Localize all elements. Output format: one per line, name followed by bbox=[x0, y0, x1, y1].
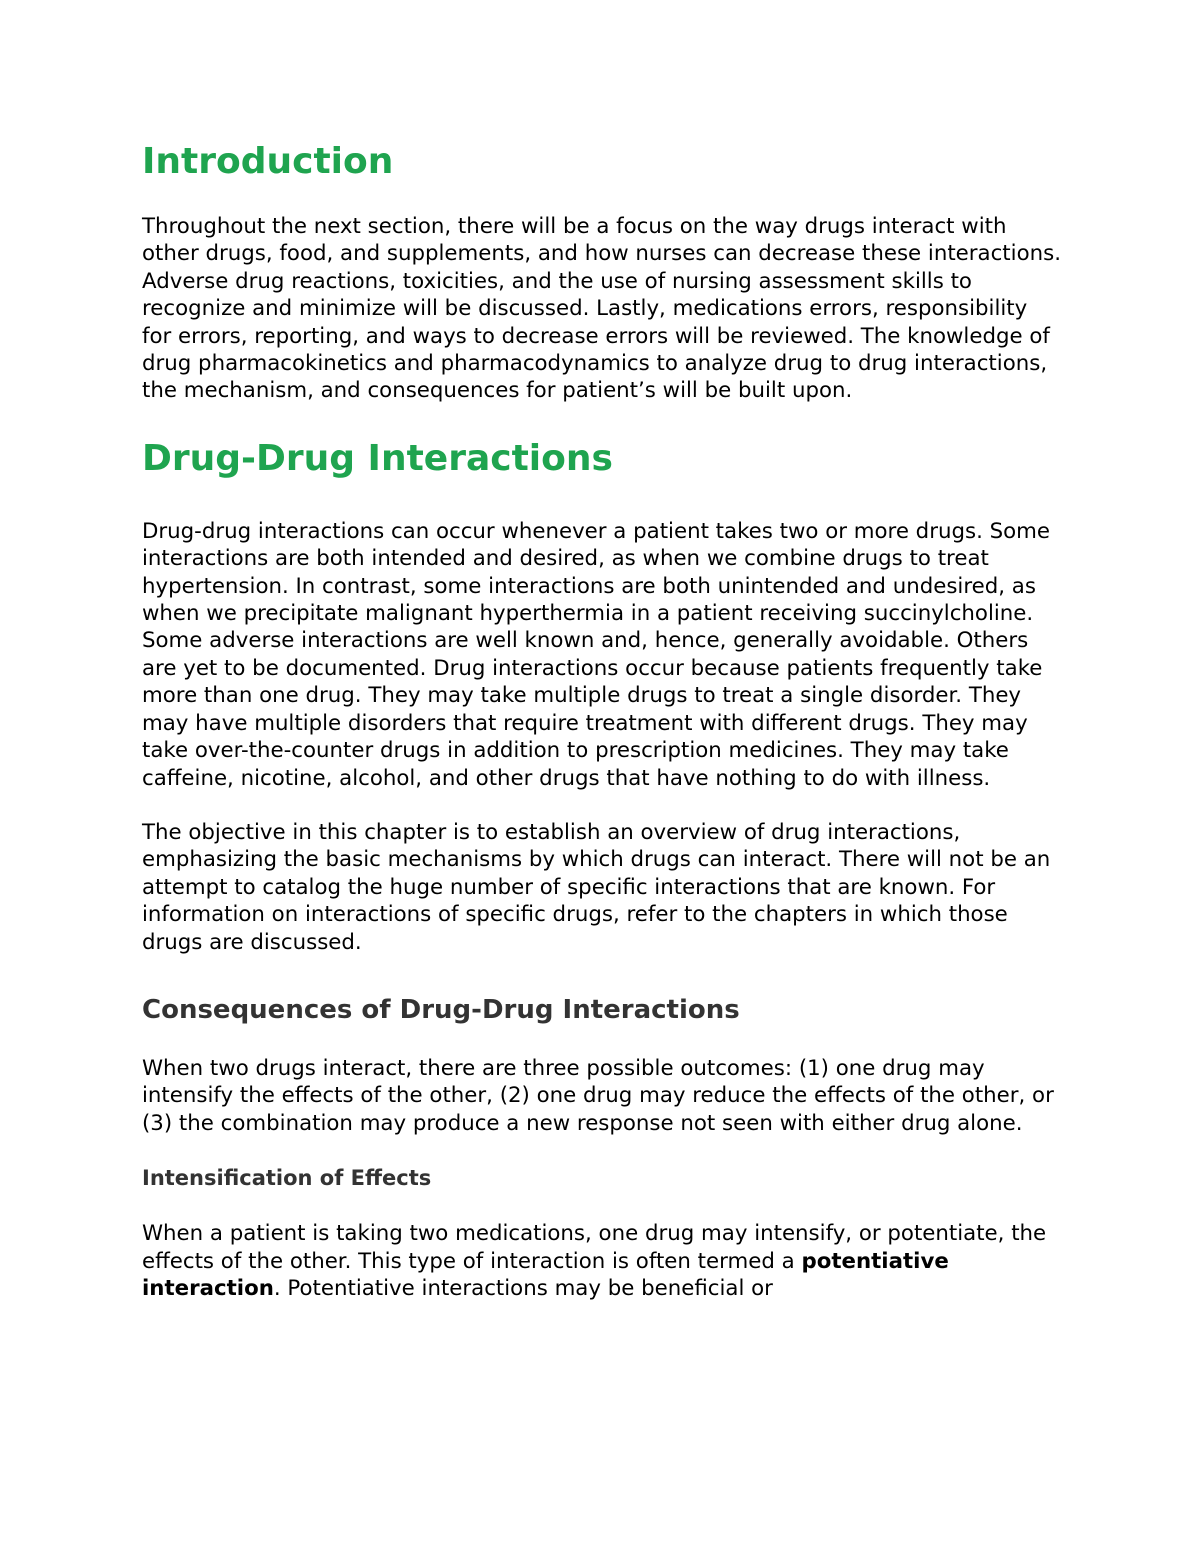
paragraph-intensification-text-end: . Potentiative interactions may be beneficial or bbox=[273, 1275, 773, 1301]
heading-introduction: Introduction bbox=[142, 141, 394, 182]
term-potentiative-interaction: potentiative interaction bbox=[142, 1248, 949, 1301]
paragraph-consequences: When two drugs interact, there are three possible outcomes: (1) one drug may intensify the effects of the other, (2) one drug may reduce the effects of the other, or (3) the combination may produce a new response not seen with either drug alone. bbox=[142, 1055, 1054, 1136]
paragraph-introduction: Throughout the next section, there will be a focus on the way drugs interact with other drugs, food, and supplements, and how nurses can decrease these interactions. Adverse drug reactions, toxicities, and the use of nursing assessment skills to recognize and minimize will be discussed. Lastly, medications errors, responsibility for errors, reporting, and ways to decrease errors will be reviewed. The knowledge of drug pharmacokinetics and pharmacodynamics to analyze drug to drug interactions, the mechanism, and consequences for patient’s will be built upon. bbox=[142, 214, 1061, 404]
paragraph-intensification bbox=[142, 1220, 1062, 1302]
heading-drug-drug-interactions: Drug-Drug Interactions bbox=[142, 437, 613, 479]
document-page bbox=[142, 138, 1062, 1302]
paragraph-intensification-text-start: When a patient is taking two medications, one drug may intensify, or potentiate, the effects of the other. This type of interaction is often termed a bbox=[142, 1221, 1047, 1274]
paragraph-drug-drug-interactions-2: The objective in this chapter is to establish an overview of drug interactions, emphasizing the basic mechanisms by which drugs can interact. There will not be an attempt to catalog the huge number of specific interactions that are known. For information on interactions of specific drugs, refer to the chapters in which those drugs are discussed. bbox=[142, 819, 1051, 955]
heading-consequences: Consequences of Drug-Drug Interactions bbox=[142, 994, 740, 1025]
heading-intensification-of-effects: Intensification of Effects bbox=[142, 1166, 432, 1191]
paragraph-drug-drug-interactions-1: Drug-drug interactions can occur whenever a patient takes two or more drugs. Some interactions are both intended and desired, as when we combine drugs to treat hypertension. In contrast, some interactions are both unintended and undesired, as when we precipitate malignant hyperthermia in a patient receiving succinylcholine. Some adverse interactions are well known and, hence, generally avoidable. Others are yet to be documented. Drug interactions occur because patients frequently take more than one drug. They may take multiple drugs to treat a single disorder. They may have multiple disorders that require treatment with different drugs. They may take over-the-counter drugs in addition to prescription medicines. They may take caffeine, nicotine, alcohol, and other drugs that have nothing to do with illness. bbox=[142, 518, 1051, 791]
